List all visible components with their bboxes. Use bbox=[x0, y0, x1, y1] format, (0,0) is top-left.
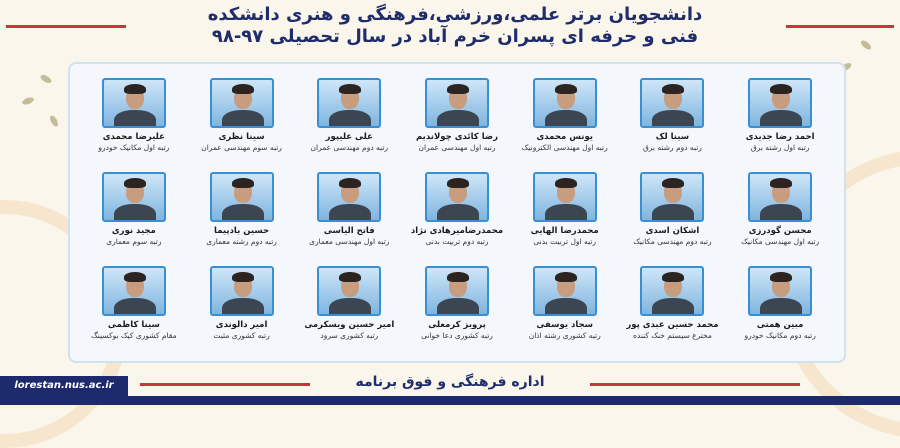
student-photo bbox=[210, 266, 274, 316]
title-line-1: دانشجویان برتر علمی،ورزشی،فرهنگی و هنری دانشکده bbox=[207, 4, 703, 25]
student-rank: رتبه سوم مهندسی عمران bbox=[201, 143, 282, 152]
student-photo bbox=[533, 78, 597, 128]
student-card bbox=[403, 266, 511, 360]
student-name: رضا کائدی چولاندیم bbox=[416, 132, 499, 142]
student-name: یونس محمدی bbox=[536, 132, 593, 142]
student-photo bbox=[102, 172, 166, 222]
student-card bbox=[511, 172, 619, 266]
student-card bbox=[188, 78, 296, 172]
student-photo bbox=[533, 266, 597, 316]
student-name: سجاد یوسفی bbox=[536, 320, 594, 330]
student-name: فاتح الیاسی bbox=[323, 226, 375, 236]
student-photo bbox=[317, 78, 381, 128]
student-card bbox=[511, 266, 619, 360]
student-rank: رتبه دوم رشته برق bbox=[642, 143, 702, 152]
student-card bbox=[80, 78, 188, 172]
poster-title bbox=[120, 4, 790, 48]
student-rank: رتبه کشوری سرود bbox=[320, 331, 379, 340]
student-rank: رتبه اول مهندسی مکانیک bbox=[741, 237, 820, 246]
student-card bbox=[619, 78, 727, 172]
site-bar bbox=[0, 396, 900, 405]
title-rule-left bbox=[6, 25, 126, 28]
student-rank: رتبه دوم مهندسی عمران bbox=[310, 143, 389, 152]
student-name: امیر حسین ویسکرمی bbox=[304, 320, 395, 330]
student-photo bbox=[425, 78, 489, 128]
student-name: سینا لک bbox=[655, 132, 690, 142]
student-card bbox=[511, 78, 619, 172]
student-rank: رتبه اول مکانیک خودرو bbox=[98, 143, 170, 152]
student-rank: رتبه دوم مکانیک خودرو bbox=[744, 331, 816, 340]
title-rule-right bbox=[786, 25, 894, 28]
students-panel bbox=[68, 62, 846, 363]
student-photo bbox=[317, 266, 381, 316]
student-name: پرویز کرمعلی bbox=[428, 320, 486, 330]
decorative-leaf bbox=[48, 114, 59, 127]
site-url[interactable]: lorestan.nus.ac.ir bbox=[0, 376, 128, 396]
student-rank: رتبه کشوری رشته اذان bbox=[528, 331, 601, 340]
student-rank: مقام کشوری کیک بوکسینگ bbox=[91, 331, 177, 340]
student-rank: رتبه کشوری دعا خوانی bbox=[421, 331, 493, 340]
student-photo bbox=[425, 266, 489, 316]
student-card bbox=[188, 172, 296, 266]
student-name: امیر دالوندی bbox=[215, 320, 268, 330]
student-card bbox=[726, 78, 834, 172]
student-photo bbox=[748, 172, 812, 222]
student-rank: رتبه دوم رشته معماری bbox=[206, 237, 277, 246]
student-photo bbox=[317, 172, 381, 222]
student-name: محسن گودرزی bbox=[748, 226, 812, 236]
student-card bbox=[619, 266, 727, 360]
student-card bbox=[403, 172, 511, 266]
students-grid bbox=[80, 78, 834, 360]
student-name: محمد حسین عبدی پور bbox=[626, 320, 719, 330]
student-name: محمدرضا الهایی bbox=[530, 226, 599, 236]
decorative-leaf bbox=[39, 73, 52, 84]
student-photo bbox=[533, 172, 597, 222]
student-rank: رتبه دوم تربیت بدنی bbox=[425, 237, 489, 246]
student-photo bbox=[210, 78, 274, 128]
student-rank: رتبه اول رشته برق bbox=[750, 143, 810, 152]
student-name: مبین همتی bbox=[756, 320, 804, 330]
student-rank: رتبه اول تربیت بدنی bbox=[533, 237, 597, 246]
student-name: اشکان اسدی bbox=[645, 226, 700, 236]
student-card bbox=[295, 266, 403, 360]
student-name: علی علیپور bbox=[325, 132, 373, 142]
student-name: محمدرضامیرهادی نژاد bbox=[410, 226, 504, 236]
student-card bbox=[619, 172, 727, 266]
student-photo bbox=[640, 78, 704, 128]
student-card bbox=[295, 78, 403, 172]
title-line-2: فنی و حرفه ای پسران خرم آباد در سال تحصیلی ۹۷-۹۸ bbox=[211, 26, 699, 47]
student-card bbox=[403, 78, 511, 172]
student-photo bbox=[102, 266, 166, 316]
student-name: مجید نوری bbox=[111, 226, 156, 236]
student-name: سینا کاظمی bbox=[107, 320, 160, 330]
student-name: احمد رضا جدیدی bbox=[745, 132, 815, 142]
student-card bbox=[80, 266, 188, 360]
student-photo bbox=[102, 78, 166, 128]
student-rank: رتبه دوم مهندسی مکانیک bbox=[633, 237, 712, 246]
student-card bbox=[295, 172, 403, 266]
student-rank: رتبه کشوری مثبت bbox=[213, 331, 270, 340]
student-rank: مخترع سیستم خنک کننده bbox=[632, 331, 712, 340]
student-rank: رتبه سوم معماری bbox=[106, 237, 162, 246]
student-rank: رتبه اول مهندسی عمران bbox=[418, 143, 496, 152]
student-photo bbox=[425, 172, 489, 222]
student-photo bbox=[640, 172, 704, 222]
decorative-leaf bbox=[859, 39, 872, 51]
student-photo bbox=[640, 266, 704, 316]
student-name: علیرضا محمدی bbox=[102, 132, 165, 142]
student-card bbox=[726, 266, 834, 360]
footer-title: اداره فرهنگی و فوق برنامه bbox=[355, 374, 545, 390]
student-name: سینا نظری bbox=[218, 132, 265, 142]
student-card bbox=[726, 172, 834, 266]
student-rank: رتبه اول مهندسی معماری bbox=[309, 237, 390, 246]
student-card bbox=[80, 172, 188, 266]
decorative-leaf bbox=[21, 96, 34, 106]
student-card bbox=[188, 266, 296, 360]
student-photo bbox=[748, 266, 812, 316]
student-photo bbox=[748, 78, 812, 128]
student-rank: رتبه اول مهندسی الکترونیک bbox=[521, 143, 608, 152]
student-name: حسین بادپیما bbox=[214, 226, 270, 236]
student-photo bbox=[210, 172, 274, 222]
